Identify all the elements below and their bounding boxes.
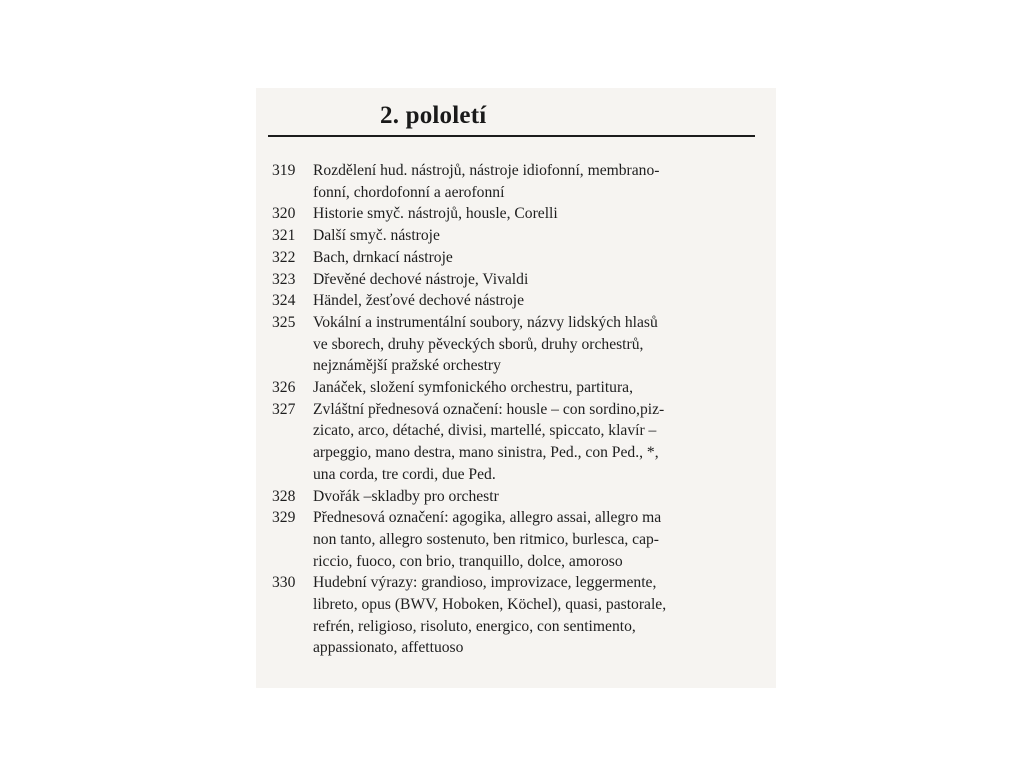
- item-text-line: Dvořák –skladby pro orchestr: [313, 487, 499, 505]
- item-text: [313, 399, 742, 486]
- item-text: [313, 269, 742, 291]
- item-text-line: una corda, tre cordi, due Ped.: [313, 465, 496, 483]
- item-text: [313, 247, 742, 269]
- item-text: [313, 377, 742, 399]
- item-text-line: Janáček, složení symfonického orchestru, partitura,: [313, 379, 633, 397]
- list-item: [272, 225, 742, 247]
- list-item: [272, 203, 742, 225]
- item-number: 323: [272, 270, 296, 288]
- item-number: 322: [272, 248, 296, 266]
- item-text: [313, 203, 742, 225]
- item-number: 327: [272, 400, 296, 418]
- item-text: [313, 225, 742, 247]
- item-number: 328: [272, 487, 296, 505]
- item-text-line: fonní, chordofonní a aerofonní: [313, 183, 505, 201]
- item-text: [313, 507, 742, 572]
- item-text-line: appassionato, affettuoso: [313, 639, 464, 657]
- item-number: 321: [272, 227, 296, 245]
- item-text-line: arpeggio, mano destra, mano sinistra, Ped., con Ped., *,: [313, 444, 659, 462]
- item-text: [313, 486, 742, 508]
- item-text-line: Händel, žesťové dechové nástroje: [313, 292, 525, 310]
- item-text-line: nejznámější pražské orchestry: [313, 357, 501, 375]
- item-text-line: Přednesová označení: agogika, allegro assai, allegro ma: [313, 509, 662, 527]
- item-text-line: Zvláštní přednesová označení: housle – con sordino,piz-: [313, 400, 665, 418]
- topic-list: [272, 160, 742, 659]
- item-text-line: ve sborech, druhy pěveckých sborů, druhy orchestrů,: [313, 335, 644, 353]
- item-text-line: Rozdělení hud. nástrojů, nástroje idiofonní, membrano-: [313, 162, 660, 179]
- list-item: [272, 312, 742, 377]
- page-heading: 2. pololetí: [380, 102, 487, 129]
- list-item: [272, 269, 742, 291]
- list-item: [272, 507, 742, 572]
- list-item: [272, 486, 742, 508]
- list-item: [272, 290, 742, 312]
- item-number: 330: [272, 574, 296, 592]
- item-number: 320: [272, 205, 296, 223]
- list-item: [272, 572, 742, 659]
- list-item: [272, 160, 742, 203]
- heading-rule: [268, 135, 755, 137]
- item-text: [313, 160, 742, 203]
- item-text: [313, 572, 742, 659]
- list-item: [272, 399, 742, 486]
- item-text: [313, 312, 742, 377]
- item-text-line: Bach, drnkací nástroje: [313, 248, 453, 266]
- item-text-line: non tanto, allegro sostenuto, ben ritmico, burlesca, cap-: [313, 530, 659, 548]
- item-text: [313, 290, 742, 312]
- item-text-line: Historie smyč. nástrojů, housle, Corelli: [313, 205, 558, 223]
- item-text-line: zicato, arco, détaché, divisi, martellé, spiccato, klavír –: [313, 422, 657, 440]
- item-text-line: Další smyč. nástroje: [313, 227, 440, 245]
- list-item: [272, 377, 742, 399]
- list-item: [272, 247, 742, 269]
- item-text-line: Hudební výrazy: grandioso, improvizace, leggermente,: [313, 574, 657, 592]
- item-text-line: riccio, fuoco, con brio, tranquillo, dolce, amoroso: [313, 552, 623, 570]
- item-text-line: Vokální a instrumentální soubory, názvy lidských hlasů: [313, 313, 658, 331]
- item-number: 319: [272, 162, 296, 179]
- item-number: 326: [272, 379, 296, 397]
- item-text-line: refrén, religioso, risoluto, energico, con sentimento,: [313, 617, 636, 635]
- item-number: 329: [272, 509, 296, 527]
- item-text-line: libreto, opus (BWV, Hoboken, Köchel), quasi, pastorale,: [313, 596, 667, 614]
- item-number: 325: [272, 313, 296, 331]
- item-number: 324: [272, 292, 296, 310]
- item-text-line: Dřevěné dechové nástroje, Vivaldi: [313, 270, 529, 288]
